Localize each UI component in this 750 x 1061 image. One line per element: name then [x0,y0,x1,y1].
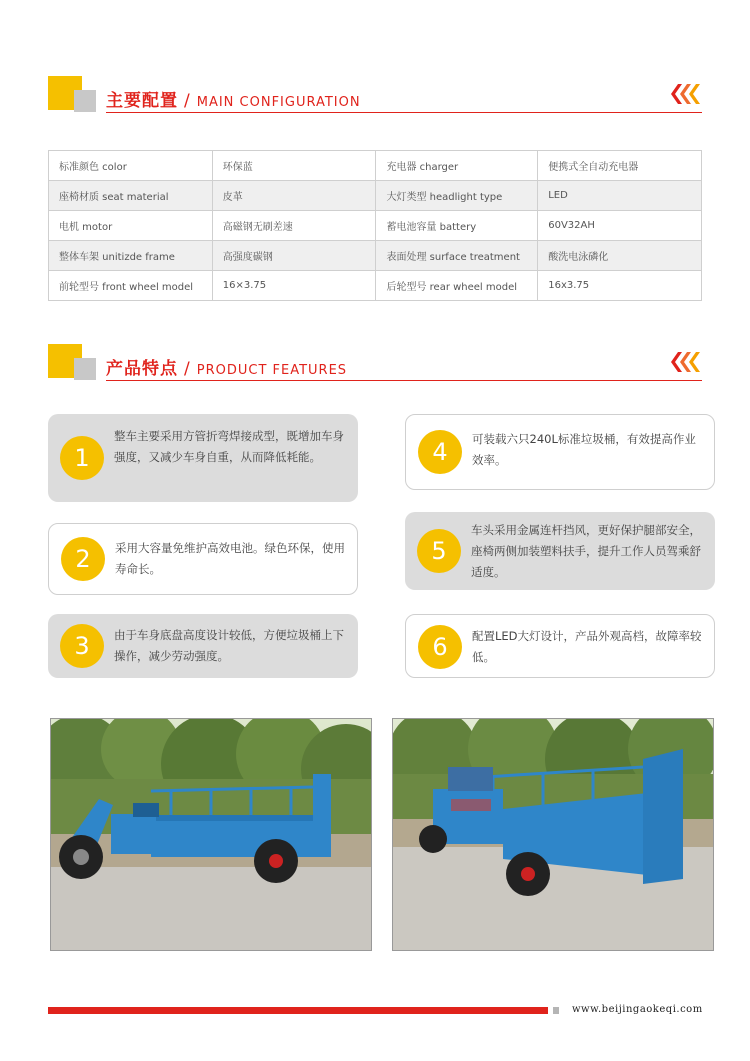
table-row [49,151,702,181]
spec-label: 座椅材质 seat material [49,181,213,211]
feature-text: 可装载六只240L标准垃圾桶，有效提高作业效率。 [472,432,696,467]
feature-text: 由于车身底盘高度设计较低，方便垃圾桶上下操作，减少劳动强度。 [114,628,344,663]
spec-value: 高磁钢无刷差速 [212,211,376,241]
feature-text: 配置LED大灯设计，产品外观高档，故障率较低。 [472,629,702,664]
feature-text: 整车主要采用方管折弯焊接成型，既增加车身强度，又减少车身自重，从而降低耗能。 [114,429,344,464]
spec-label: 大灯类型 headlight type [376,181,538,211]
table-row [49,271,702,301]
spec-value: 便携式全自动充电器 [538,151,702,181]
feature-text: 采用大容量免维护高效电池。绿色环保，使用寿命长。 [115,541,345,576]
spec-value: 环保蓝 [212,151,376,181]
table-row [49,181,702,211]
feature-card-4 [405,414,715,490]
spec-label: 表面处理 surface treatment [376,241,538,271]
chevrons-icon [670,352,702,372]
table-row [49,211,702,241]
header-rule [106,380,702,381]
feature-number: 5 [417,529,461,573]
gray-square-decoration [74,90,96,112]
features-section-header [48,344,702,386]
table-row [49,241,702,271]
feature-number: 3 [60,624,104,668]
spec-value: 16×3.75 [212,271,376,301]
spec-label: 后轮型号 rear wheel model [376,271,538,301]
spec-label: 整体车架 unitizde frame [49,241,213,271]
footer-red-bar [48,1007,548,1014]
spec-value: 60V32AH [538,211,702,241]
feature-number: 1 [60,436,104,480]
config-section-header [48,76,702,118]
chevrons-icon [670,84,702,104]
feature-number: 2 [61,537,105,581]
features-section-title: 产品特点 / PRODUCT FEATURES [106,359,348,379]
gray-square-decoration [74,358,96,380]
feature-card-3 [48,614,358,678]
product-photo-rear [392,718,714,951]
spec-value: 酸洗电泳磷化 [538,241,702,271]
spec-label: 充电器 charger [376,151,538,181]
feature-card-5 [405,512,715,590]
feature-card-6 [405,614,715,678]
feature-card-1 [48,414,358,502]
config-section-title: 主要配置 / MAIN CONFIGURATION [106,91,361,111]
spec-label: 标准颜色 color [49,151,213,181]
spec-value: 高强度碳钢 [212,241,376,271]
footer-url: www.beijingaokeqi.com [572,1004,703,1015]
product-photo-side [50,718,372,951]
spec-label: 蓄电池容量 battery [376,211,538,241]
feature-number: 4 [418,430,462,474]
feature-card-2 [48,523,358,595]
footer-gray-block [553,1007,559,1014]
header-rule [106,112,702,113]
spec-label: 电机 motor [49,211,213,241]
spec-value: 16x3.75 [538,271,702,301]
config-table [48,150,702,301]
spec-value: LED [538,181,702,211]
spec-label: 前轮型号 front wheel model [49,271,213,301]
spec-value: 皮革 [212,181,376,211]
feature-number: 6 [418,625,462,669]
feature-text: 车头采用金属连杆挡风，更好保护腿部安全，座椅两侧加装塑料扶手，提升工作人员驾乘舒适度。 [471,523,701,579]
